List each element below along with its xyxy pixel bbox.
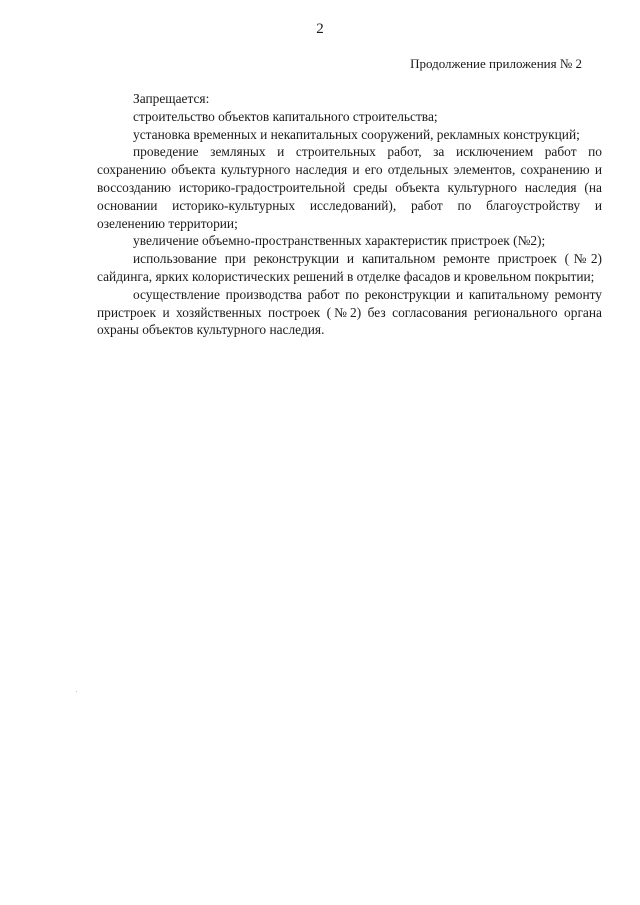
document-body [97, 90, 602, 339]
appendix-continuation-note: Продолжение приложения № 2 [410, 56, 582, 71]
prohibition-item-earthworks: проведение земляных и строительных работ, за исключением работ по сохранению объекта культурного наследия и его отдельных элементов, сохранению и воссозданию историко-градостроительной среды объекта культурного наследия (на основании историко-культурных исследований), работ по благоустройству и озеленению территории; [97, 144, 602, 231]
prohibition-item-temporary-structures: установка временных и некапитальных сооружений, рекламных конструкций; [133, 126, 580, 142]
prohibition-item-construction: строительство объектов капитального строительства; [133, 108, 438, 124]
prohibition-item-volume-increase: увеличение объемно-пространственных характеристик пристроек (№2); [133, 233, 546, 249]
page-number: 2 [316, 21, 324, 37]
prohibition-item-unapproved-works: осуществление производства работ по реконструкции и капитальному ремонту пристроек и хозяйственных построек (№2) без согласования регионального органа охраны объектов культурного наследия. [97, 286, 602, 338]
prohibition-item-siding: использование при реконструкции и капитальном ремонте пристроек (№2) сайдинга, ярких колористических решений в отделке фасадов и кровельном покрытии; [97, 251, 602, 284]
prohibitions-heading: Запрещается: [133, 91, 210, 106]
scan-speck [76, 691, 77, 692]
